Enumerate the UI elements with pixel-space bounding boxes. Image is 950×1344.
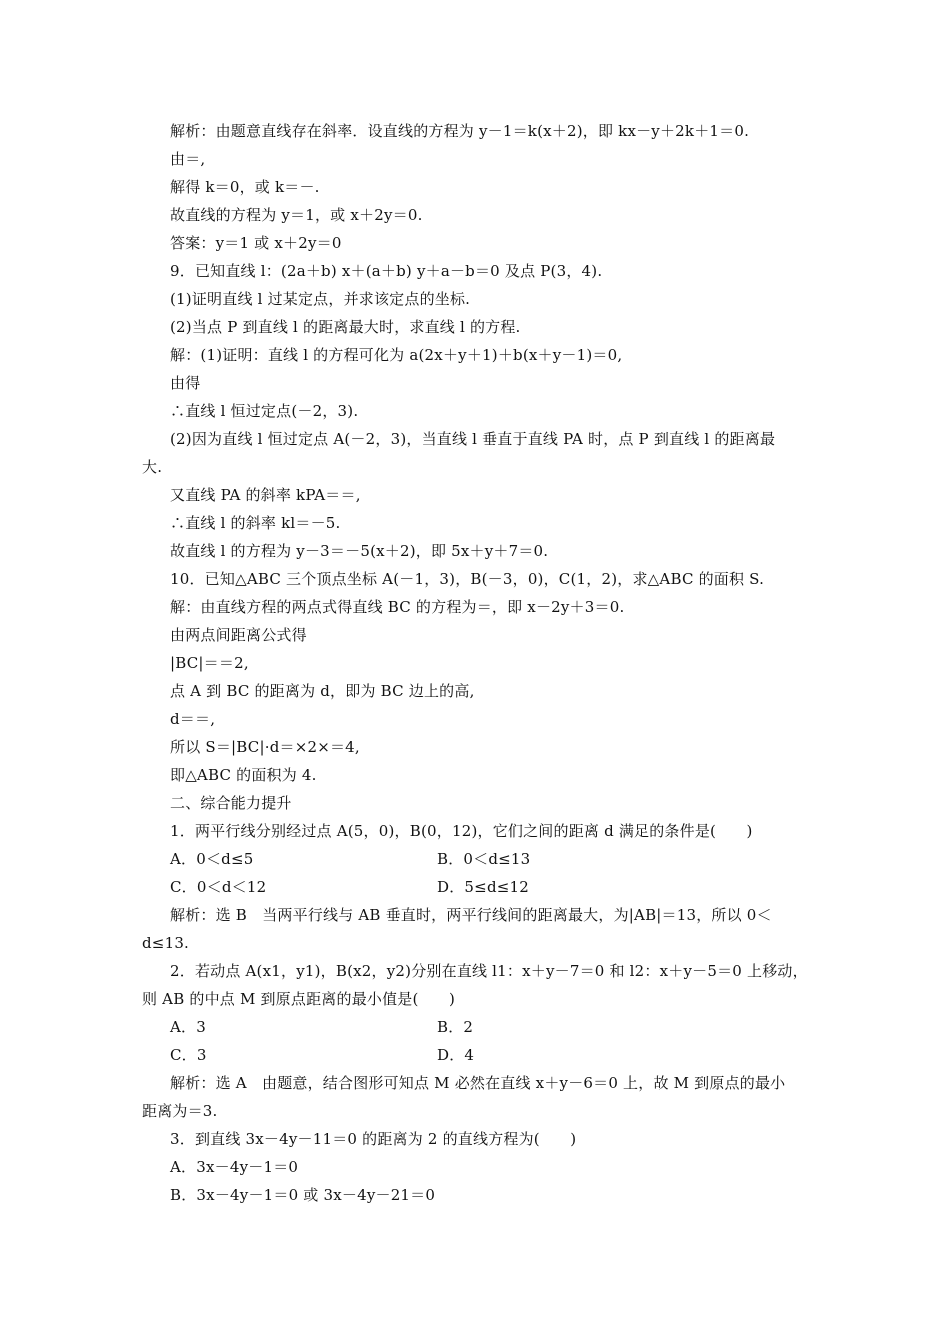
text-line: 解得 k＝0，或 k＝－. [170,178,320,196]
text-line: (1)证明直线 l 过某定点，并求该定点的坐标. [170,290,471,308]
text-line: 则 AB 的中点 M 到原点距离的最小值是( ) [142,990,455,1008]
text-line: 大. [142,458,163,476]
text-line: d＝＝, [170,710,216,728]
option-c: C．3 [170,1046,207,1064]
text-line: 解析：由题意直线存在斜率．设直线的方程为 y－1＝k(x＋2)，即 kx－y＋2k＋1＝0. [170,122,750,140]
text-line: d≤13. [142,934,190,952]
text-line: 答案：y＝1 或 x＋2y＝0 [170,234,342,252]
text-line: 解：(1)证明：直线 l 的方程可化为 a(2x＋y＋1)＋b(x＋y－1)＝0, [170,346,623,364]
text-line: 由两点间距离公式得 [170,626,307,644]
text-line: 故直线的方程为 y＝1，或 x＋2y＝0. [170,206,423,224]
text-line: 10．已知△ABC 三个顶点坐标 A(－1，3)，B(－3，0)，C(1，2)，求△ABC 的面积 S. [170,570,765,588]
text-line: 解析：选 B 当两平行线与 AB 垂直时，两平行线间的距离最大，为|AB|＝13，所以 0＜ [170,906,772,924]
option-a: A．0＜d≤5 [170,850,254,868]
text-line: ∴直线 l 的斜率 kl＝－5. [170,514,341,532]
option-b: B．2 [437,1018,474,1036]
text-line: (2)因为直线 l 恒过定点 A(－2，3)，当直线 l 垂直于直线 PA 时，点 P 到直线 l 的距离最 [170,430,776,448]
option-b: B．3x－4y－1＝0 或 3x－4y－21＝0 [170,1186,436,1204]
section-heading: 二、综合能力提升 [170,794,292,812]
text-line: 解析：选 A 由题意，结合图形可知点 M 必然在直线 x＋y－6＝0 上，故 M 到原点的最小 [170,1074,786,1092]
text-line: 所以 S＝|BC|·d＝×2×＝4, [170,738,360,756]
option-d: D．4 [437,1046,475,1064]
text-line: 又直线 PA 的斜率 kPA＝＝, [170,486,361,504]
text-line: (2)当点 P 到直线 l 的距离最大时，求直线 l 的方程. [170,318,521,336]
option-c: C．0＜d＜12 [170,878,267,896]
text-line: 由＝, [170,150,206,168]
text-line: 点 A 到 BC 的距离为 d，即为 BC 边上的高, [170,682,475,700]
option-a: A．3x－4y－1＝0 [170,1158,299,1176]
text-line: 距离为＝3. [142,1102,218,1120]
option-b: B．0＜d≤13 [437,850,531,868]
question-text: 1．两平行线分别经过点 A(5，0)，B(0，12)，它们之间的距离 d 满足的条件是( ) [170,822,753,840]
text-line: |BC|＝＝2, [170,654,249,672]
option-a: A．3 [170,1018,206,1036]
text-line: 即△ABC 的面积为 4. [170,766,317,784]
text-line: 9．已知直线 l：(2a＋b) x＋(a＋b) y＋a－b＝0 及点 P(3，4). [170,262,603,280]
text-line: 故直线 l 的方程为 y－3＝－5(x＋2)，即 5x＋y＋7＝0. [170,542,549,560]
text-line: 解：由直线方程的两点式得直线 BC 的方程为＝，即 x－2y＋3＝0. [170,598,625,616]
option-d: D．5≤d≤12 [437,878,529,896]
text-line: 由得 [170,374,201,392]
text-line: ∴直线 l 恒过定点(－2，3). [170,402,359,420]
question-text: 2．若动点 A(x1，y1)，B(x2，y2)分别在直线 l1：x＋y－7＝0 和 l2：x＋y－5＝0 上移动， [170,962,808,980]
question-text: 3．到直线 3x－4y－11＝0 的距离为 2 的直线方程为( ) [170,1130,577,1148]
